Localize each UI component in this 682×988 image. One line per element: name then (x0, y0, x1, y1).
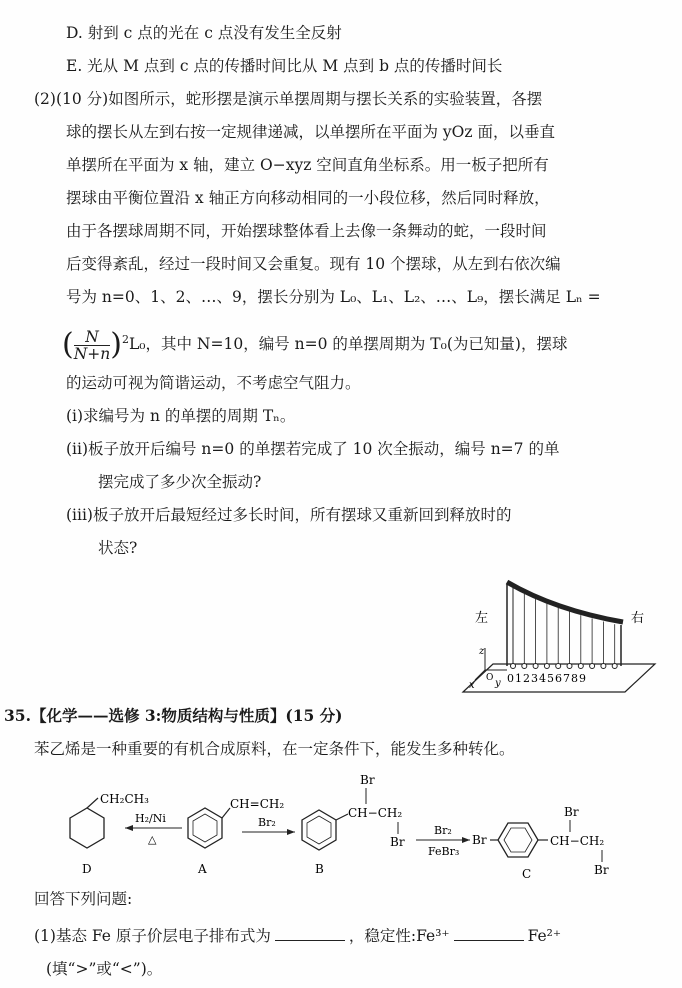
label-left: 左 (475, 611, 489, 626)
pendulum-ball (578, 664, 583, 669)
answer-q1-part-b: ，稳定性:Fe³⁺ (348, 927, 450, 945)
c-br-bottom: Br (594, 863, 609, 877)
q2-line-4: 摆球由平衡位置沿 x 轴正方向移动相同的一小段位移，然后同时释放， (66, 189, 550, 207)
q35-intro: 苯乙烯是一种重要的有机合成原料，在一定条件下，能发生多种转化。 (34, 740, 515, 758)
cyclohexane-ring (70, 808, 104, 848)
pendulum-ball (556, 664, 561, 669)
pendulum-ball (590, 664, 595, 669)
answer-q1-part-a: (1)基态 Fe 原子价层电子排布式为 (34, 927, 271, 945)
q2-line-8 (62, 322, 567, 363)
label-a: A (198, 862, 207, 876)
q2-line-3: 单摆所在平面为 x 轴，建立 O−xyz 空间直角坐标系。用一板子把所有 (66, 156, 549, 174)
c-br-top: Br (564, 805, 579, 819)
axis-y-label: y (495, 678, 501, 689)
pendulum-strings (511, 589, 618, 669)
q2-line-5: 由于各摆球周期不同，开始摆球整体看上去像一条舞动的蛇，一段时间 (66, 222, 547, 240)
axis-z-label: z (479, 646, 485, 657)
pendulum-ball (567, 664, 572, 669)
q2-sub-i: (i)求编号为 n 的单摆的周期 Tₙ。 (66, 407, 296, 425)
q2-line-1: (2)(10 分)如图所示，蛇形摆是演示单摆周期与摆长关系的实验装置，各摆 (34, 90, 543, 108)
pendulum-ball (612, 664, 617, 669)
q2-line-8-tail: L₀，其中 N=10，编号 n=0 的单摆周期为 T₀(为已知量)，摆球 (128, 335, 568, 354)
option-d: D. 射到 c 点的光在 c 点没有发生全反射 (66, 24, 342, 42)
reagent-br2-second: Br₂ (434, 824, 452, 837)
exponent: 2 (121, 333, 129, 346)
q35-header: 35.【化学——选修 3:物质结构与性质】(15 分) (4, 706, 343, 725)
fraction-numerator: N (74, 329, 111, 346)
d-substituent: CH₂CH₃ (100, 792, 149, 806)
q2-sub-iii-1: (iii)板子放开后最短经过多长时间，所有摆球又重新回到释放时的 (66, 506, 512, 524)
q2-line-6: 后变得紊乱，经过一段时间又会重复。现有 10 个摆球，从左到右依次编 (66, 255, 561, 273)
answer-q1-hint: (填“>”或“<”)。 (46, 960, 163, 978)
paren-right: ) (110, 327, 122, 363)
reaction-scheme (30, 770, 670, 885)
b-br-bottom: Br (390, 835, 405, 849)
answer-blank-1[interactable] (275, 926, 345, 941)
catalyst-febr3: FeBr₃ (428, 845, 460, 858)
q2-line-9: 的运动可视为简谐运动，不考虑空气阻力。 (66, 374, 361, 392)
a-substituent: CH=CH₂ (230, 797, 285, 811)
label-right: 右 (631, 611, 645, 626)
origin-label: O (486, 673, 494, 683)
pendulum-numbers: 0123456789 (507, 672, 587, 685)
label-b: B (315, 862, 324, 876)
paren-left: ( (62, 327, 74, 363)
axis-x-label: x (469, 680, 475, 691)
pendulum-ball (522, 664, 527, 669)
pendulum-ball (533, 664, 538, 669)
q2-line-2: 球的摆长从左到右按一定规律递减，以单摆所在平面为 yOz 面，以垂直 (66, 123, 555, 141)
b-br-top: Br (360, 773, 375, 787)
label-c: C (522, 867, 532, 881)
snake-pendulum-figure (455, 570, 670, 700)
option-e: E. 光从 M 点到 c 点的传播时间比从 M 点到 b 点的传播时间长 (66, 57, 503, 75)
q2-sub-ii-2: 摆完成了多少次全振动? (98, 473, 262, 491)
answer-q1-part-c: Fe²⁺ (527, 927, 562, 945)
c-chain: CH−CH₂ (550, 834, 605, 848)
q2-sub-iii-2: 状态? (98, 539, 138, 557)
answer-q1 (34, 925, 561, 947)
fraction-denominator: N+n (73, 344, 111, 363)
pendulum-ball (601, 664, 606, 669)
reagent-br2: Br₂ (258, 816, 276, 829)
answer-intro: 回答下列问题: (34, 890, 133, 908)
label-d: D (82, 862, 92, 876)
pendulum-ball (511, 664, 516, 669)
answer-blank-2[interactable] (454, 926, 524, 941)
b-chain: CH−CH₂ (348, 806, 403, 820)
c-br-left: Br (472, 833, 487, 847)
q2-line-7: 号为 n=0、1、2、…、9，摆长分别为 L₀、L₁、L₂、…、L₉，摆长满足 Lₙ = (66, 288, 601, 306)
condition-h2-ni: H₂/Ni (135, 812, 166, 825)
q2-sub-ii-1: (ii)板子放开后编号 n=0 的单摆若完成了 10 次全振动，编号 n=7 的单 (66, 440, 560, 458)
fraction (74, 329, 111, 362)
pendulum-ball (544, 664, 549, 669)
condition-heat: △ (148, 833, 157, 846)
